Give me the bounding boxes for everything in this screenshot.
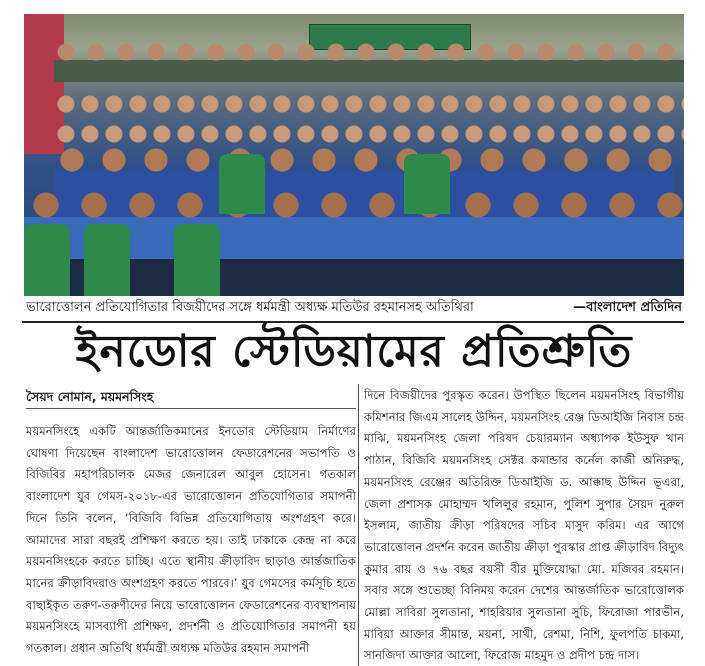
caption-text: ভারোত্তোলন প্রতিযোগিতার বিজয়ীদের সঙ্গে ধর্মমন্ত্রী অধ্যক্ষ মতিউর রহমানসহ অতিথিরা [26,300,474,315]
athlete-green-uniform [24,224,70,296]
athlete-green-uniform [174,224,220,296]
headline: ইনডোর স্টেডিয়ামের প্রতিশ্রুতি [75,326,633,377]
column-divider [358,384,359,666]
athlete-green-uniform [404,154,450,214]
byline: সৈয়দ নোমান, ময়মনসিংহ [26,386,356,409]
article-paragraph: ময়মনসিংহে একটি আন্তর্জাতিকমানের ইনডোর স্টেডিয়াম নির্মাণের ঘোষণা দিয়েছেন বাংলাদেশ ভারোত্তোলন ফেডারেশনের সভাপতি ও বিজিবির মহাপরিচালক মেজর জেনারেল আবুল হোসেন। গতকাল বাংলাদেশ যুব গেমস-২০১৮-এর ভারোত্তোলন প্রতিযোগিতার সমাপনী দিনে তিনি বলেন, ‘বিজিবি বিভিন্ন প্রতিযোগিতায় অংশগ্রহণ করে। আমাদের সারা বছরই প্রশিক্ষণ করতে হয়। তাই ঢাকাকে কেন্দ্র না করে ময়মনসিংহকে করতে চাচ্ছি। এতে স্থানীয় ক্রীড়াবিদ ছাড়াও আর্ন্তজাতিক মানের ক্রীড়াবিদরাও অংশগ্রহণ করতে পারবে।’ যুব গেমসের কর্মসূচি হতে বাছাইকৃত তরুণ-তরুণীদের নিয়ে ভারোত্তোলন ফেডারেশনের ব্যবস্থাপনায় ময়মনসিংহে মাসব্যাপী প্রশিক্ষণ, প্রদর্শনী ও প্রতিযোগিতার সমাপনী হয় গতকাল। প্রধান অতিথি ধর্মমন্ত্রী অধ্যক্ষ মতিউর রহমান সমাপনী [26,424,356,656]
article-column-left [26,421,356,666]
article-column-right [364,385,684,666]
dignitaries-row [54,42,684,82]
athlete-green-uniform [84,224,130,296]
article-paragraph: দিনে বিজয়ীদের পুরস্কৃত করেন। উপস্থিত ছিলেন ময়মনসিংহ বিভাগীয় কমিশনার জিএম সালেহ উদ্দিন, ময়মনসিংহ রেঞ্জ ডিআইজি নিবাস চন্দ্র মাঝি, ময়মনসিংহ জেলা পরিষদ চেয়ারম্যান অধ্যাপক ইউসুফ খান পাঠান, বিজিবি ময়মনসিংহ সেক্টর কমান্ডার কর্নেল কাজী অনিরুদ্ধ, ময়মনসিংহ রেঞ্জের অতিরিক্ত ডিআইজি ড. আক্কাছ উদ্দিন ভূএরা, জেলা প্রশাসক মোহাম্মদ খলিলুর রহমান, পুলিশ সুপার সৈয়দ নুরুল ইসলাম, জাতীয় ক্রীড়া পরিষদের সচিব মাসুদ করিম। এর আগে ভারোত্তোলন প্রদর্শন করেন জাতীয় ক্রীড়া পুরস্কার প্রাপ্ত ক্রীড়াবিদ বিদ্যুৎ কুমার রায় ও ৭৬ বছর বয়সী বীর মুক্তিযোদ্ধা মো. মজিবর রহমান। সবার সঙ্গে শুভেচ্ছা বিনিময় করেন দেশের আন্তর্জাতিক ভারোত্তোলক মোল্লা সাবিরা সুলতানা, শাহরিয়ার সুলতানা সুচি, ফিরোজা পারভীন, মাবিয়া আক্তার সীমান্ত, ময়না, সাথী, রেশমা, নিশি, ফুলপতি চাকমা, সানজিদা আক্তার আলো, ফিরোজ মাহমুদ ও প্রদীপ চন্দ্র দাস। [364,388,684,663]
photo-caption [26,298,682,318]
divider-line [22,321,684,323]
group-photo [24,14,684,296]
photo-credit: —বাংলাদেশ প্রতিদিন [573,300,682,315]
athlete-green-uniform [219,154,265,214]
